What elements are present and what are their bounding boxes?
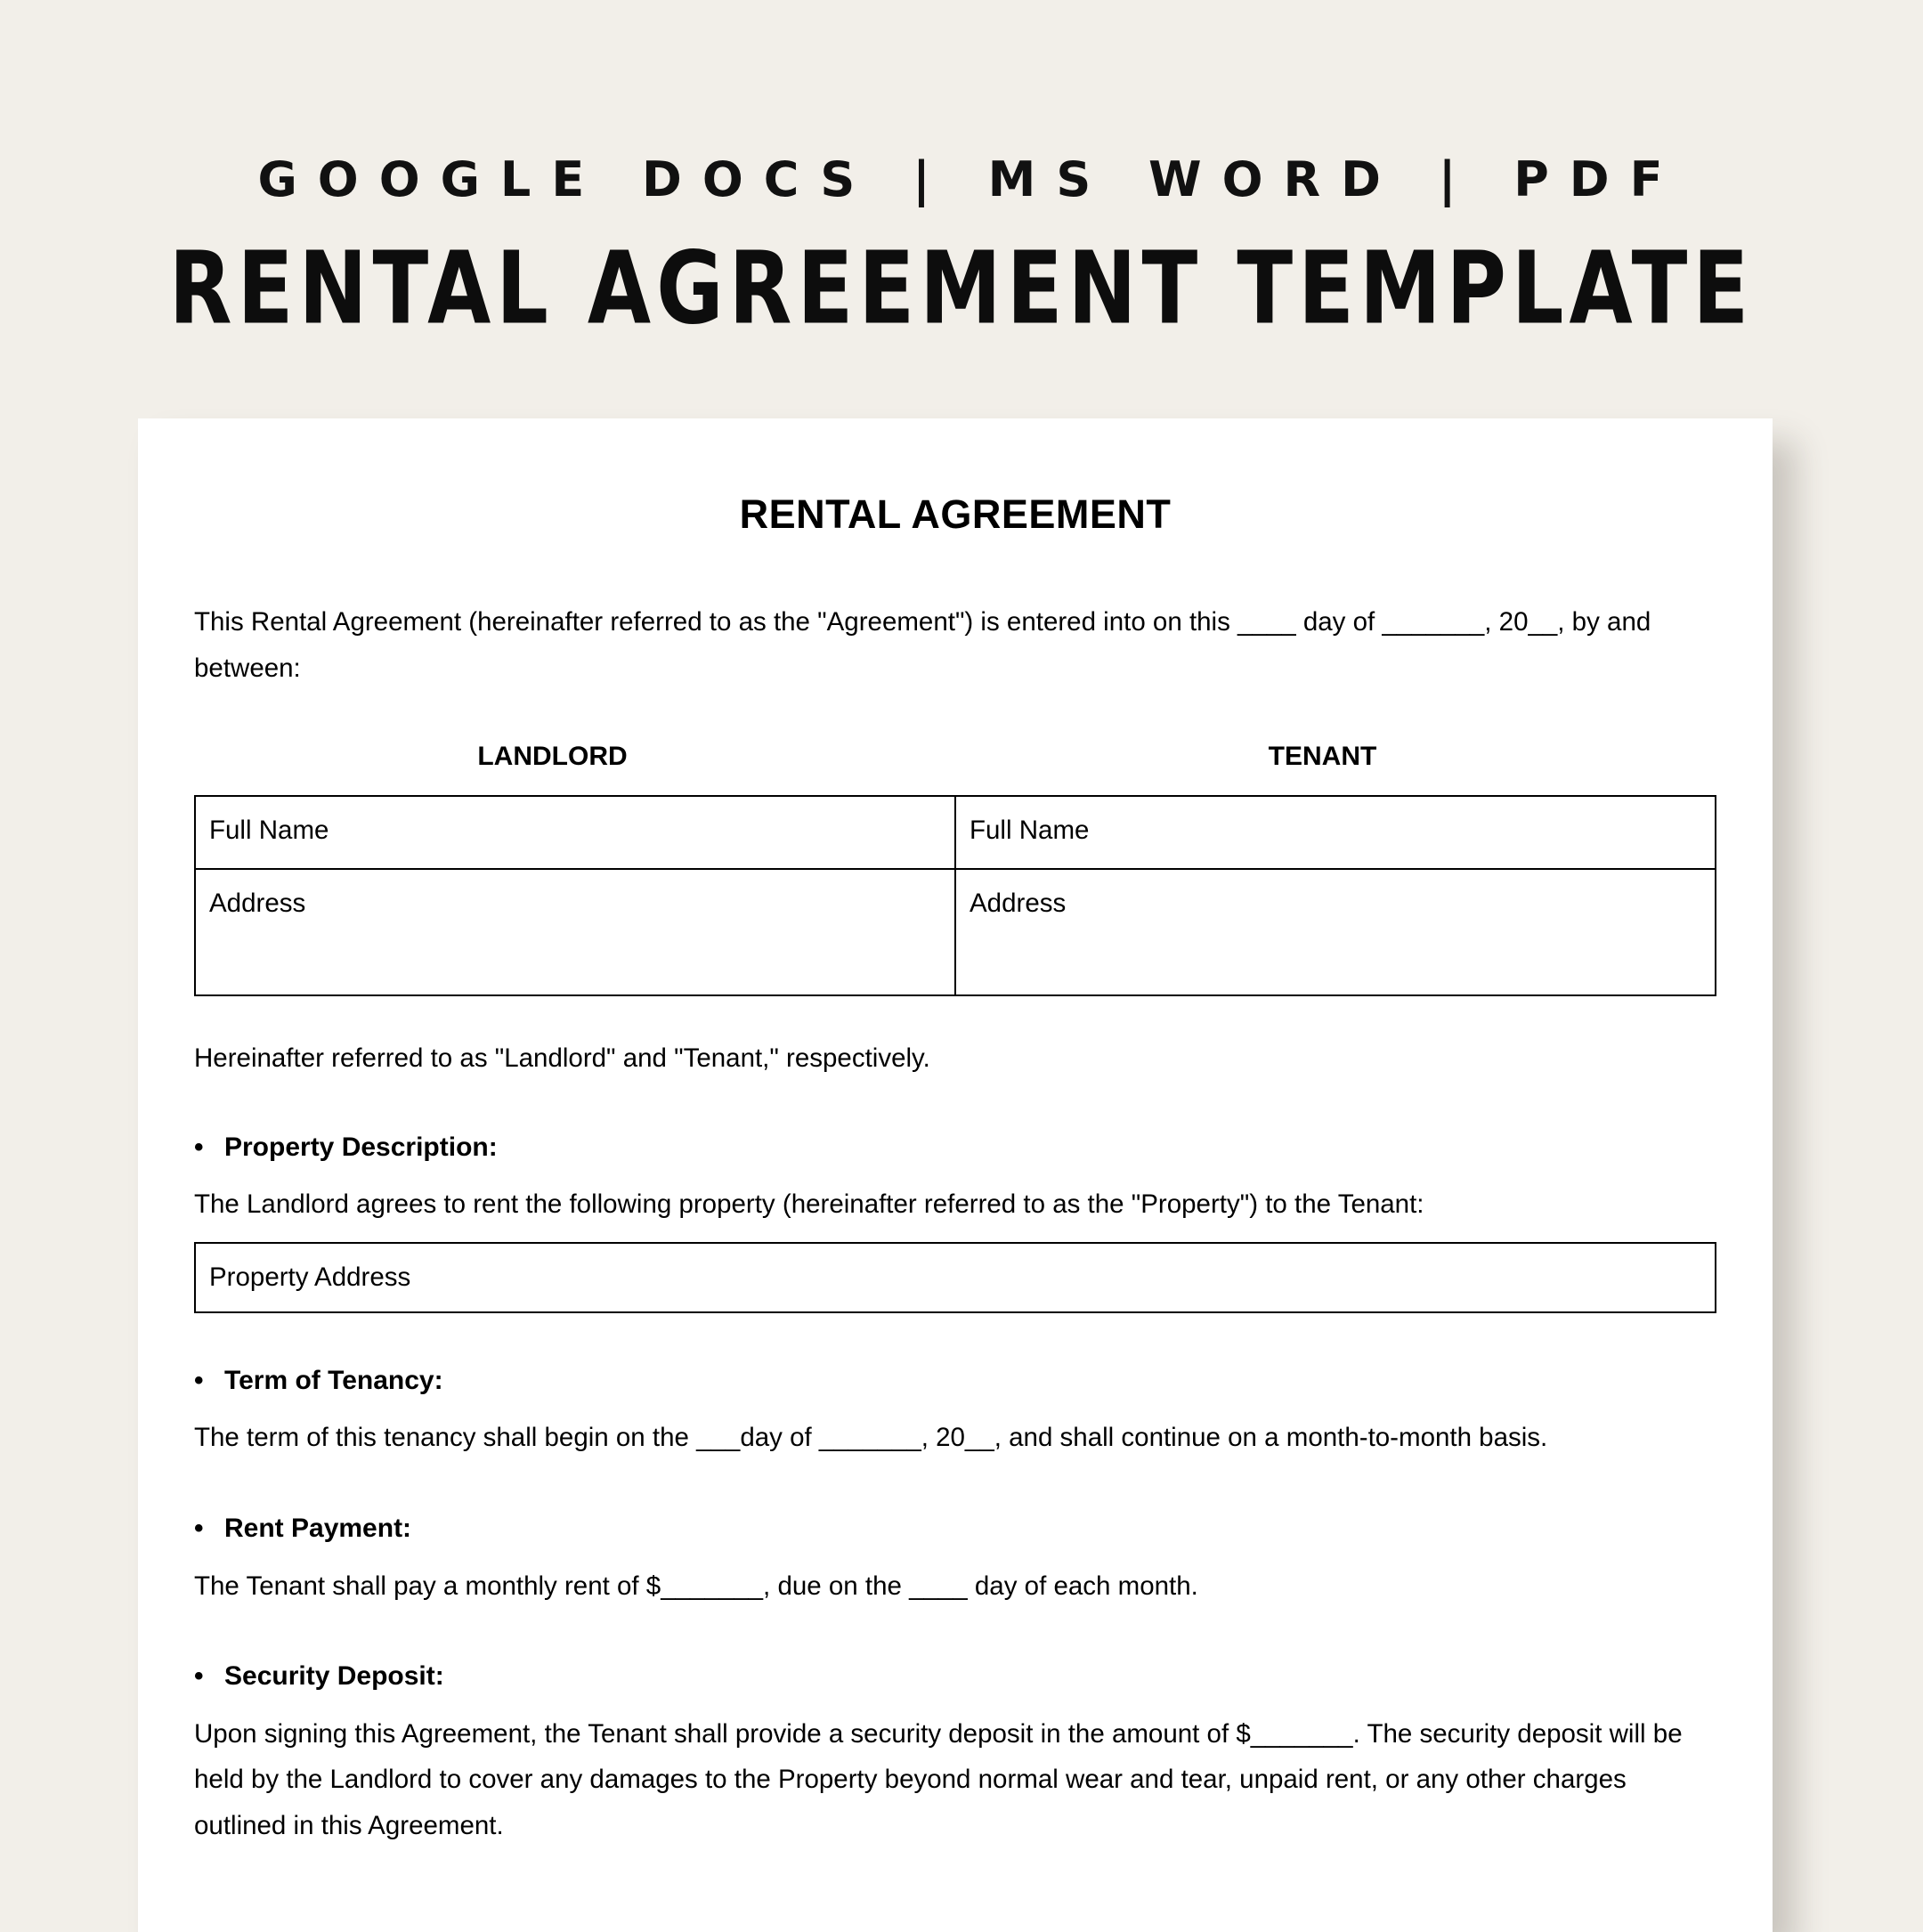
document-sheet (138, 418, 1773, 1932)
tenant-heading: TENANT (1268, 742, 1377, 772)
section-heading-term-of-tenancy: • Term of Tenancy: (194, 1360, 1716, 1403)
section-heading-property-description: • Property Description: (194, 1126, 1716, 1170)
landlord-address-cell[interactable]: Address (195, 869, 955, 995)
section-heading-rent-payment: • Rent Payment: (194, 1507, 1716, 1551)
after-table-note: Hereinafter referred to as "Landlord" and "Tenant," respectively. (194, 1043, 930, 1073)
table-row (195, 869, 1716, 995)
intro-paragraph: This Rental Agreement (hereinafter referred to as the "Agreement") is entered into on this ____ day of _______, 20__, by and between: (194, 606, 1651, 683)
poster-title: RENTAL AGREEMENT TEMPLATE (168, 231, 1755, 347)
landlord-heading: LANDLORD (477, 742, 628, 772)
section-body-property-description: The Landlord agrees to rent the following property (hereinafter referred to as the "Property") to the Tenant: (194, 1189, 1424, 1220)
section-body-security-deposit: Upon signing this Agreement, the Tenant shall provide a security deposit in the amount of $_______. The security deposit will be held by the Landlord to cover any damages to the Property beyond normal wear and tear, unpaid rent, or any other charges outlined in this Agreement. (194, 1718, 1683, 1841)
property-address-field[interactable]: Property Address (194, 1242, 1716, 1313)
parties-table (194, 795, 1716, 996)
format-eyebrow: GOOGLE DOCS | MS WORD | PDF (257, 151, 1684, 207)
section-body-term-of-tenancy: The term of this tenancy shall begin on the ___day of _______, 20__, and shall continue on a month-to-month basis. (194, 1423, 1548, 1453)
party-headings-row (194, 735, 1716, 779)
landlord-fullname-cell[interactable]: Full Name (195, 796, 955, 869)
tenant-address-cell[interactable]: Address (955, 869, 1716, 995)
document-title: RENTAL AGREEMENT (739, 491, 1172, 537)
bullet-icon: • (194, 1365, 204, 1395)
poster-header (0, 151, 1923, 347)
bullet-icon: • (194, 1661, 204, 1692)
table-row (195, 796, 1716, 869)
tenant-fullname-cell[interactable]: Full Name (955, 796, 1716, 869)
section-heading-security-deposit: • Security Deposit: (194, 1655, 1716, 1699)
bullet-icon: • (194, 1132, 204, 1162)
section-body-rent-payment: The Tenant shall pay a monthly rent of $_______, due on the ____ day of each month. (194, 1571, 1198, 1601)
bullet-icon: • (194, 1513, 204, 1543)
